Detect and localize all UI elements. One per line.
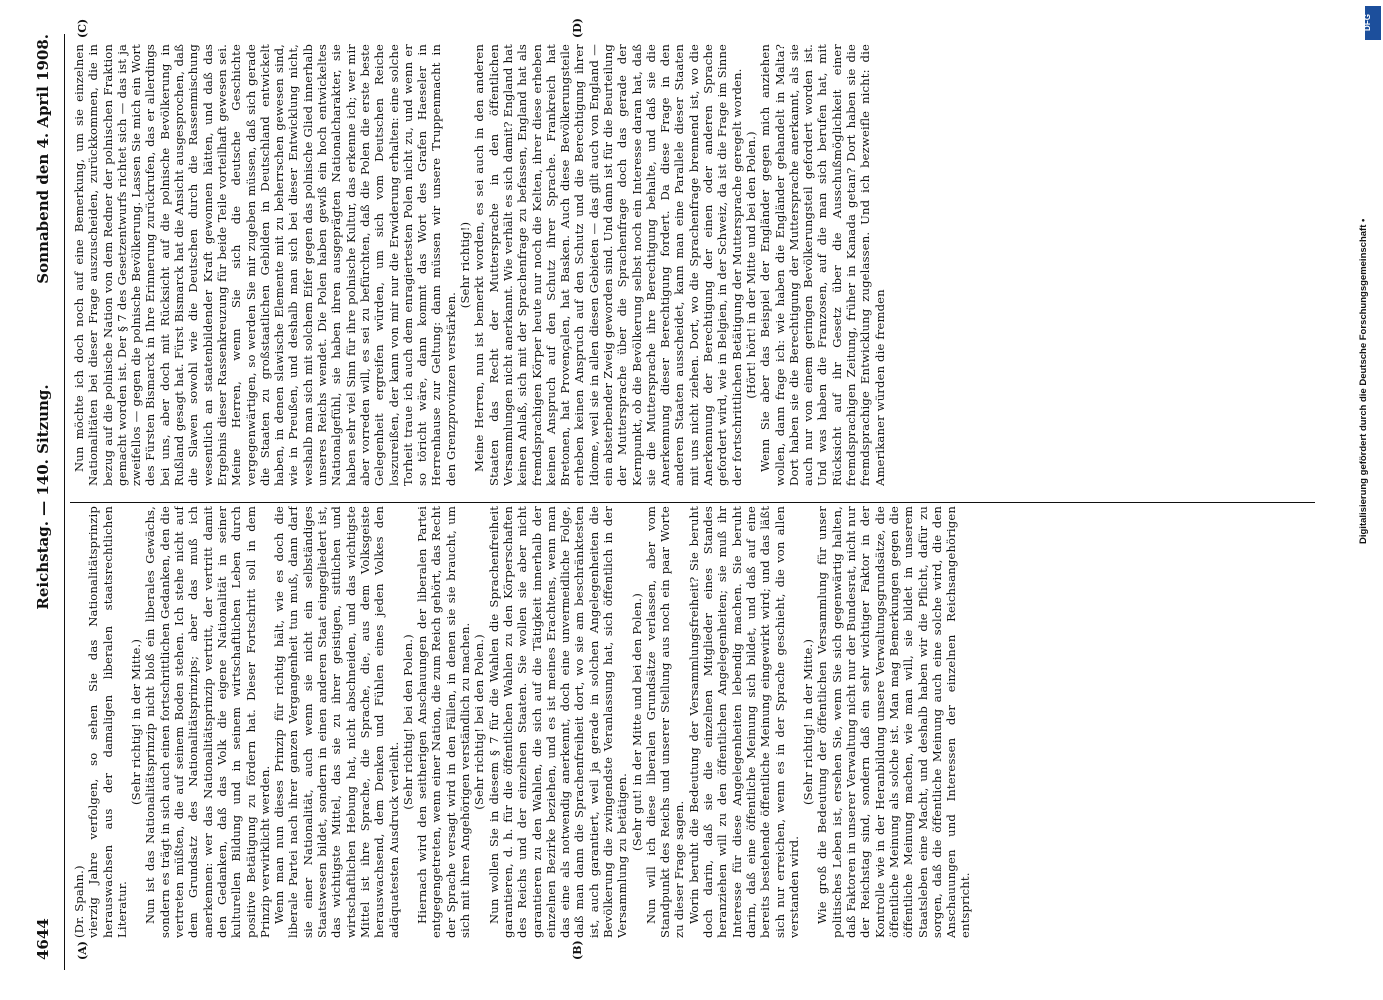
interjection: (Sehr richtig! bei den Polen.)	[400, 634, 415, 810]
header-rule	[64, 34, 65, 970]
paragraph: Wie groß die Bedeutung der öffentlichen Versammlung für unser politisches Leben ist, ersehen Sie, wenn Sie sich gegenwärtig halten, daß Faktoren in unserer Verwaltung nicht nur der Bundesrat, nicht nur der Reichstag sind, sondern daß ein sehr wichtiger Faktor in der Kontrolle wie in der Heranbildung unsere Verwaltungsgrundsätze, die öffentliche Meinung als solche ist. Man mag Bemerkungen gegen die öffentliche Meinung machen, wie man will, sie bildet in unserem Staatsleben eine Macht, und deshalb haben wir die Pflicht, dafür zu sorgen, daß die öffentliche Meinung auch eine solche wird, die den Anschauungen und Interessen der einzelnen Reichsangehörigen entspricht.	[815, 506, 973, 938]
paragraph: Hiernach wird den seitherigen Anschauungen der liberalen Partei entgegengetreten, wenn einer Nation, die zum Reich gehört, das Recht der Sprache versagt wird in den Fällen, in denen sie sie braucht, um sich mit ihren Angehörigen verständlich zu machen.	[415, 506, 473, 938]
paragraph: Wenn man nun dieses Prinzip für richtig hält, wie es doch die liberale Partei nach ihrer ganzen Vergangenheit tun muß, dann darf sie einer Nationalität, auch wenn sie nicht ein selbständiges Staatswesen bildet, sondern in einen anderen Staat eingegliedert ist, das wichtigste Mittel, das sie zu ihrer geistigen, sittlichen und wirtschaftlichen Hebung hat, nicht abschneiden, und das wichtigste Mittel ist ihre Sprache, die Sprache, die, aus dem Volksgeiste herauswachsend, dem Denken und Fühlen eines jeden Volkes den adäquatesten Ausdruck verleiht.	[272, 506, 401, 938]
column-divider	[70, 502, 1315, 503]
left-column	[72, 506, 1315, 938]
rotated-page	[6, 0, 1331, 1000]
session-title: Reichstag. — 140. Sitzung.	[34, 384, 52, 610]
margin-mark-d: (D)	[571, 18, 584, 38]
margin-mark-b: (B)	[571, 940, 584, 960]
page-header	[28, 34, 62, 960]
speaker-tag: (Dr. Spahn.)	[72, 865, 86, 938]
digitization-credit	[1355, 4, 1373, 544]
session-date: Sonnabend den 4. April 1908.	[34, 34, 52, 284]
interjection: (Sehr richtig!)	[458, 221, 473, 309]
interjection: (Sehr gut! in der Mitte und bei den Polen.)	[629, 593, 644, 851]
paragraph: Meine Herren, nun ist bemerkt worden, es sei auch in den anderen Staaten das Recht der Muttersprache in den öffentlichen Versammlungen nicht anerkannt. Wie verhält es sich damit? England hat keinen Anlaß, sich mit der Sprachenfrage zu befassen, England hat als fremdsprachigen Körper heute nur noch die Kelten, ihrer diese erheben keinen Anspruch auf den Schutz ihrer Sprache. Frankreich hat Bretonen, hat Provençalen, hat Basken. Auch diese Bevölkerungsteile erheben keinen Anspruch auf den Schutz und die Berechtigung ihrer Idiome, weil sie in allen diesen Gebieten — das gilt auch von England — ein absterbender Zweig geworden sind. Und dann ist für die Beurteilung der Muttersprache über die Sprachenfrage doch das gerade der Kernpunkt, ob die Bevölkerung selbst noch ein Interesse daran hat, daß sie die Muttersprache ihre Berechtigung behalte, und daß sie die Anerkennung dieser Berechtigung fordert. Da diese Frage in den anderen Staaten ausscheidet, kann man eine Parallele dieser Staaten mit uns nicht ziehen. Dort, wo die Sprachenfrage brennend ist, wo die Anerkennung der Berechtigung der einen oder anderen Sprache gefordert wird, wie in Belgien, in der Schweiz, da ist die Frage im Sinne der fortschrittlichen Betätigung der Muttersprache geregelt worden.	[472, 44, 744, 486]
interjection: (Sehr richtig! in der Mitte.)	[129, 638, 144, 806]
interjection: (Sehr richtig! in der Mitte.)	[801, 638, 816, 806]
margin-mark-c: (C)	[76, 18, 89, 38]
paragraph: Nun möchte ich doch noch auf eine Bemerkung, um sie einzelnen Nationalitäten bei dieser Frage auszuscheiden, zurückkommen, die in bezug auf die polnische Nation von dem Redner der polnischen Fraktion gemacht worden ist. Der § 7 des Gesetzentwurfs richtet sich — das ist ja zweifellos — gegen die polnische Bevölkerung. Lassen Sie mich ein Wort des Fürsten Bismarck in Ihre Erinnerung zurückrufen, das er allerdings bei uns, aber doch mit Rücksicht auf die polnische Bevölkerung in Rußland gesagt hat. Fürst Bismarck hat die Ansicht ausgesprochen, daß die Slawen sowohl wie die Deutschen durch die Rassenmischung wesentlich an staatenbildender Kraft gewonnen hätten, und daß das Ergebnis dieser Rassenkreuzung für beide Teile vorteilhaft gewesen sei. Meine Herren, wenn Sie sich die deutsche Geschichte vergegenwärtigen, so werden Sie mir zugeben müssen, daß sich gerade die Staaten zu großstaatlichen Gebilden in Deutschland entwickelt haben, in denen slawische Elemente mit zu beherrschen gewesen sind, wie in Preußen, und deshalb man sich bei dieser Entwicklung nicht, weshalb man sich mit solchem Eifer gegen das polnische Glied innerhalb unseres Reichs wendet. Die Polen haben gewiß ein hoch entwickeltes Nationalgefühl, sie haben ihren ausgeprägten Nationalcharakter, sie haben sehr viel Sinn für ihre polnische Kultur, das erkenne ich; wer mir aber vorreden will, es sei zu befürchten, daß die Polen die erste beste Gelegenheit ergreifen würden, um sich vom Deutschen Reiche loszureißen, der kann von mir nur die Erwiderung erhalten: eine solche Torheit traue ich auch dem enragiertesten Polen nicht zu, und wenn er so töricht wäre, dann kommt das Wort des Grafen Haeseler in Herrenhause zur Geltung: dann müssen wir unsere Truppenmacht in den Grenzprovinzen verstärken.	[72, 44, 458, 486]
interjection: (Hört! hört! in der Mitte und bei den Polen.)	[743, 131, 758, 399]
page-number: 4644	[34, 918, 52, 960]
interjection: (Sehr richtig! bei den Polen.)	[472, 634, 487, 810]
paragraph: Nun ist das Nationalitätsprinzip nicht bloß ein liberales Gewächs, sondern es trägt in sich auch einen fortschrittlichen Gedanken, den die vertreten müßten, die auf seinem Boden stehen. Ich stehe nicht auf dem Grundsatz des Nationalitätsprinzips; aber das muß ich anerkennen: wer das Nationalitätsprinzip vertritt, der vertritt damit den Gedanken, daß das Volk die eigene Nationalität in seiner kulturellen Bildung und in seinem wirtschaftlichen Leben durch positive Betätigung zu fördern hat. Dieser Fortschritt soll in dem Prinzip verwirklicht werden.	[143, 506, 272, 938]
paragraph: Nun will ich diese liberalen Grundsätze verlassen, aber vom Standpunkt des Reichs und unserer Stellung aus noch ein paar Worte zu dieser Frage sagen.	[643, 506, 687, 938]
paragraph: vierzig Jahre verfolgen, so sehen Sie das Nationalitätsprinzip herauswachsen aus der damaligen liberalen staatsrechtlichen Literatur.	[86, 506, 129, 938]
credit-text: Digitalisierung gefördert durch die Deutsche Forschungsgemeinschaft •	[1358, 218, 1369, 544]
dfg-logo: DFG	[1365, 6, 1381, 40]
paragraph: Wenn Sie aber das Beispiel der Engländer gegen mich anziehen wollen, dann frage ich: wie haben die Engländer gehandelt in Malta? Dort haben sie die Berechtigung der Muttersprache anerkannt, als sie auch nur von einem geringen Bevölkerungsteil gefordert worden ist. Und was haben die Franzosen, auf die man sich berufen hat, mit Rücksicht auf ihr Gesetz über die Ausschußmöglichkeit einer fremdsprachigen Zeitung, früher in Kanada getan? Dort haben sie die fremdsprachige Entwicklung zugelassen. Und ich bezweifle nicht: die Amerikaner würden die fremden	[758, 44, 887, 486]
margin-mark-a: (A)	[76, 941, 89, 960]
paragraph: Worin beruht die Bedeutung der Versammlungsfreiheit? Sie beruht doch darin, daß sie die einzelnen Mitglieder eines Standes heranziehen will zu den öffentlichen Angelegenheiten; sie muß ihr Interesse für diese Angelegenheiten lebendig machen. Sie beruht darin, daß eine öffentliche Meinung sich bildet, und daß auf eine bereits bestehende öffentliche Meinung eingewirkt wird; und das läßt sich nur erreichen, wenn es in der Sprache geschieht, die von allen verstanden wird.	[686, 506, 801, 938]
right-column	[72, 44, 1315, 486]
paragraph: Nun wollen Sie in diesem § 7 für die Wahlen die Sprachenfreiheit garantieren, d. h. für die öffentlichen Wahlen zu den Körperschaften des Reichs und der einzelnen Staaten. Sie wollen sie aber nicht garantieren zu den Wahlen, die sich auf die Tätigkeit innerhalb der einzelnen Bezirke beziehen, und es ist meines Erachtens, wenn man das eine als notwendig anerkennt, doch eine unvermeidliche Folge, daß man dann die Sprachenfreiheit dort, wo sie am beschränktesten ist, auch garantiert, weil ja gerade in solchen Angelegenheiten die Bevölkerung die zwingendste Veranlassung hat, sich öffentlich in der Versammlung zu betätigen.	[486, 506, 630, 938]
